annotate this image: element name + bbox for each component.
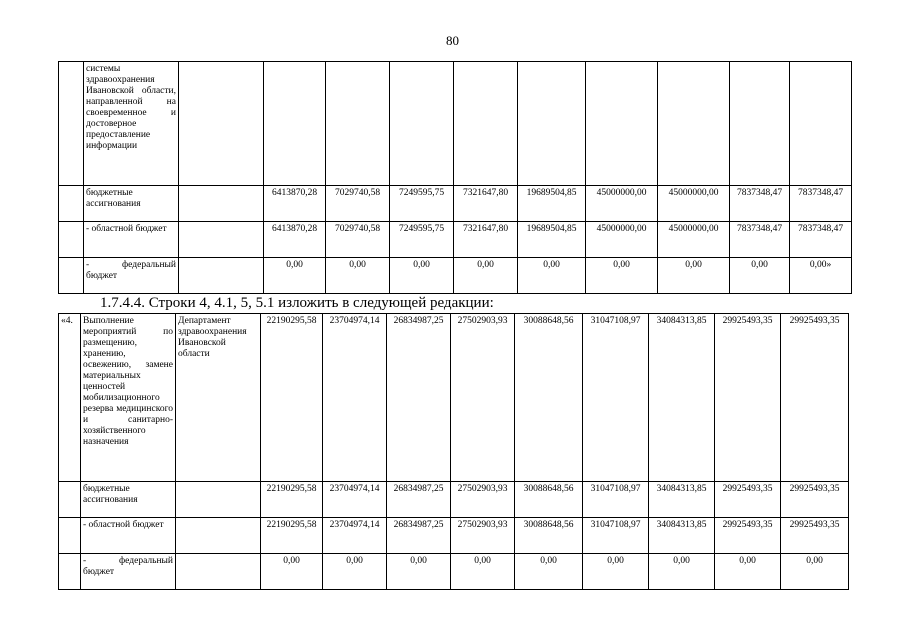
row-number-cell — [59, 258, 84, 294]
value-cell: 0,00 — [715, 554, 781, 590]
continuation-table — [58, 61, 852, 294]
description-cell: - федеральный бюджет — [84, 258, 179, 294]
value-cell — [790, 62, 852, 186]
description-cell: - федеральный бюджет — [81, 554, 176, 590]
value-cell: 30088648,56 — [515, 482, 583, 518]
executor-cell: Департамент здравоохранения Ивановской области — [176, 314, 261, 482]
value-cell: 22190295,58 — [261, 482, 323, 518]
description-cell: Выполнение мероприятий по размещению, хранению, освежению, замене материальных ценностей мобилизационного резерва медицинского и санитарно-хозяйственного назначения — [81, 314, 176, 482]
value-cell: 22190295,58 — [261, 518, 323, 554]
value-cell: 7249595,75 — [390, 222, 454, 258]
description-cell: - областной бюджет — [84, 222, 179, 258]
table-row — [59, 222, 852, 258]
table-row — [59, 258, 852, 294]
value-cell: 34084313,85 — [649, 314, 715, 482]
value-cell: 0,00 — [264, 258, 326, 294]
table-row — [59, 482, 849, 518]
description-cell: бюджетные ассигнования — [81, 482, 176, 518]
value-cell — [586, 62, 658, 186]
value-cell: 26834987,25 — [387, 482, 451, 518]
value-cell: 0,00 — [781, 554, 849, 590]
value-cell: 0,00 — [323, 554, 387, 590]
value-cell: 45000000,00 — [586, 222, 658, 258]
value-cell: 7249595,75 — [390, 186, 454, 222]
value-cell: 29925493,35 — [781, 482, 849, 518]
value-cell: 27502903,93 — [451, 518, 515, 554]
row-number-cell — [59, 186, 84, 222]
description-cell: системы здравоохранения Ивановской области, направленной на своевременное и достоверное предоставление информации — [84, 62, 179, 186]
value-cell: 0,00 — [451, 554, 515, 590]
value-cell — [658, 62, 730, 186]
value-cell — [390, 62, 454, 186]
value-cell: 7837348,47 — [790, 222, 852, 258]
value-cell: 0,00 — [387, 554, 451, 590]
value-cell: 0,00 — [583, 554, 649, 590]
value-cell: 23704974,14 — [323, 518, 387, 554]
value-cell: 0,00 — [518, 258, 586, 294]
value-cell: 7837348,47 — [730, 222, 790, 258]
value-cell: 0,00 — [326, 258, 390, 294]
row-number-cell — [59, 554, 81, 590]
value-cell — [326, 62, 390, 186]
executor-cell — [179, 62, 264, 186]
value-cell: 19689504,85 — [518, 222, 586, 258]
value-cell: 7837348,47 — [790, 186, 852, 222]
value-cell: 31047108,97 — [583, 518, 649, 554]
value-cell: 29925493,35 — [781, 518, 849, 554]
value-cell: 7837348,47 — [730, 186, 790, 222]
value-cell: 0,00 — [390, 258, 454, 294]
value-cell: 7321647,80 — [454, 222, 518, 258]
value-cell: 0,00 — [454, 258, 518, 294]
value-cell: 27502903,93 — [451, 314, 515, 482]
value-cell: 45000000,00 — [658, 186, 730, 222]
value-cell: 6413870,28 — [264, 222, 326, 258]
value-cell: 0,00 — [586, 258, 658, 294]
executor-cell — [176, 518, 261, 554]
value-cell: 0,00 — [658, 258, 730, 294]
value-cell — [730, 62, 790, 186]
table-row — [59, 186, 852, 222]
row-number-cell — [59, 482, 81, 518]
value-cell — [264, 62, 326, 186]
value-cell: 0,00 — [730, 258, 790, 294]
value-cell — [454, 62, 518, 186]
executor-cell — [179, 186, 264, 222]
value-cell: 30088648,56 — [515, 314, 583, 482]
description-cell: - областной бюджет — [81, 518, 176, 554]
row-number-cell — [59, 62, 84, 186]
value-cell: 26834987,25 — [387, 314, 451, 482]
executor-cell — [176, 554, 261, 590]
value-cell: 29925493,35 — [715, 482, 781, 518]
description-cell: бюджетные ассигнования — [84, 186, 179, 222]
value-cell: 45000000,00 — [658, 222, 730, 258]
row-number-cell: «4. — [59, 314, 81, 482]
value-cell: 45000000,00 — [586, 186, 658, 222]
value-cell: 34084313,85 — [649, 482, 715, 518]
value-cell: 30088648,56 — [515, 518, 583, 554]
value-cell: 23704974,14 — [323, 482, 387, 518]
value-cell: 0,00 — [261, 554, 323, 590]
executor-cell — [176, 482, 261, 518]
value-cell: 26834987,25 — [387, 518, 451, 554]
value-cell: 23704974,14 — [323, 314, 387, 482]
value-cell: 7029740,58 — [326, 222, 390, 258]
value-cell: 7029740,58 — [326, 186, 390, 222]
value-cell: 0,00 — [515, 554, 583, 590]
value-cell: 31047108,97 — [583, 482, 649, 518]
table-row — [59, 314, 849, 482]
value-cell: 19689504,85 — [518, 186, 586, 222]
value-cell: 22190295,58 — [261, 314, 323, 482]
table-row — [59, 518, 849, 554]
value-cell: 0,00 — [649, 554, 715, 590]
value-cell: 29925493,35 — [781, 314, 849, 482]
value-cell: 29925493,35 — [715, 314, 781, 482]
page-number: 80 — [446, 33, 459, 48]
value-cell — [518, 62, 586, 186]
value-cell: 0,00» — [790, 258, 852, 294]
table-row — [59, 554, 849, 590]
new-edition-table — [58, 313, 849, 590]
value-cell: 27502903,93 — [451, 482, 515, 518]
value-cell: 7321647,80 — [454, 186, 518, 222]
table-row — [59, 62, 852, 186]
row-number-cell — [59, 222, 84, 258]
executor-cell — [179, 258, 264, 294]
value-cell: 29925493,35 — [715, 518, 781, 554]
row-number-cell — [59, 518, 81, 554]
value-cell: 6413870,28 — [264, 186, 326, 222]
value-cell: 31047108,97 — [583, 314, 649, 482]
executor-cell — [179, 222, 264, 258]
value-cell: 34084313,85 — [649, 518, 715, 554]
section-heading: 1.7.4.4. Строки 4, 4.1, 5, 5.1 изложить в следующей редакции: — [100, 295, 494, 311]
